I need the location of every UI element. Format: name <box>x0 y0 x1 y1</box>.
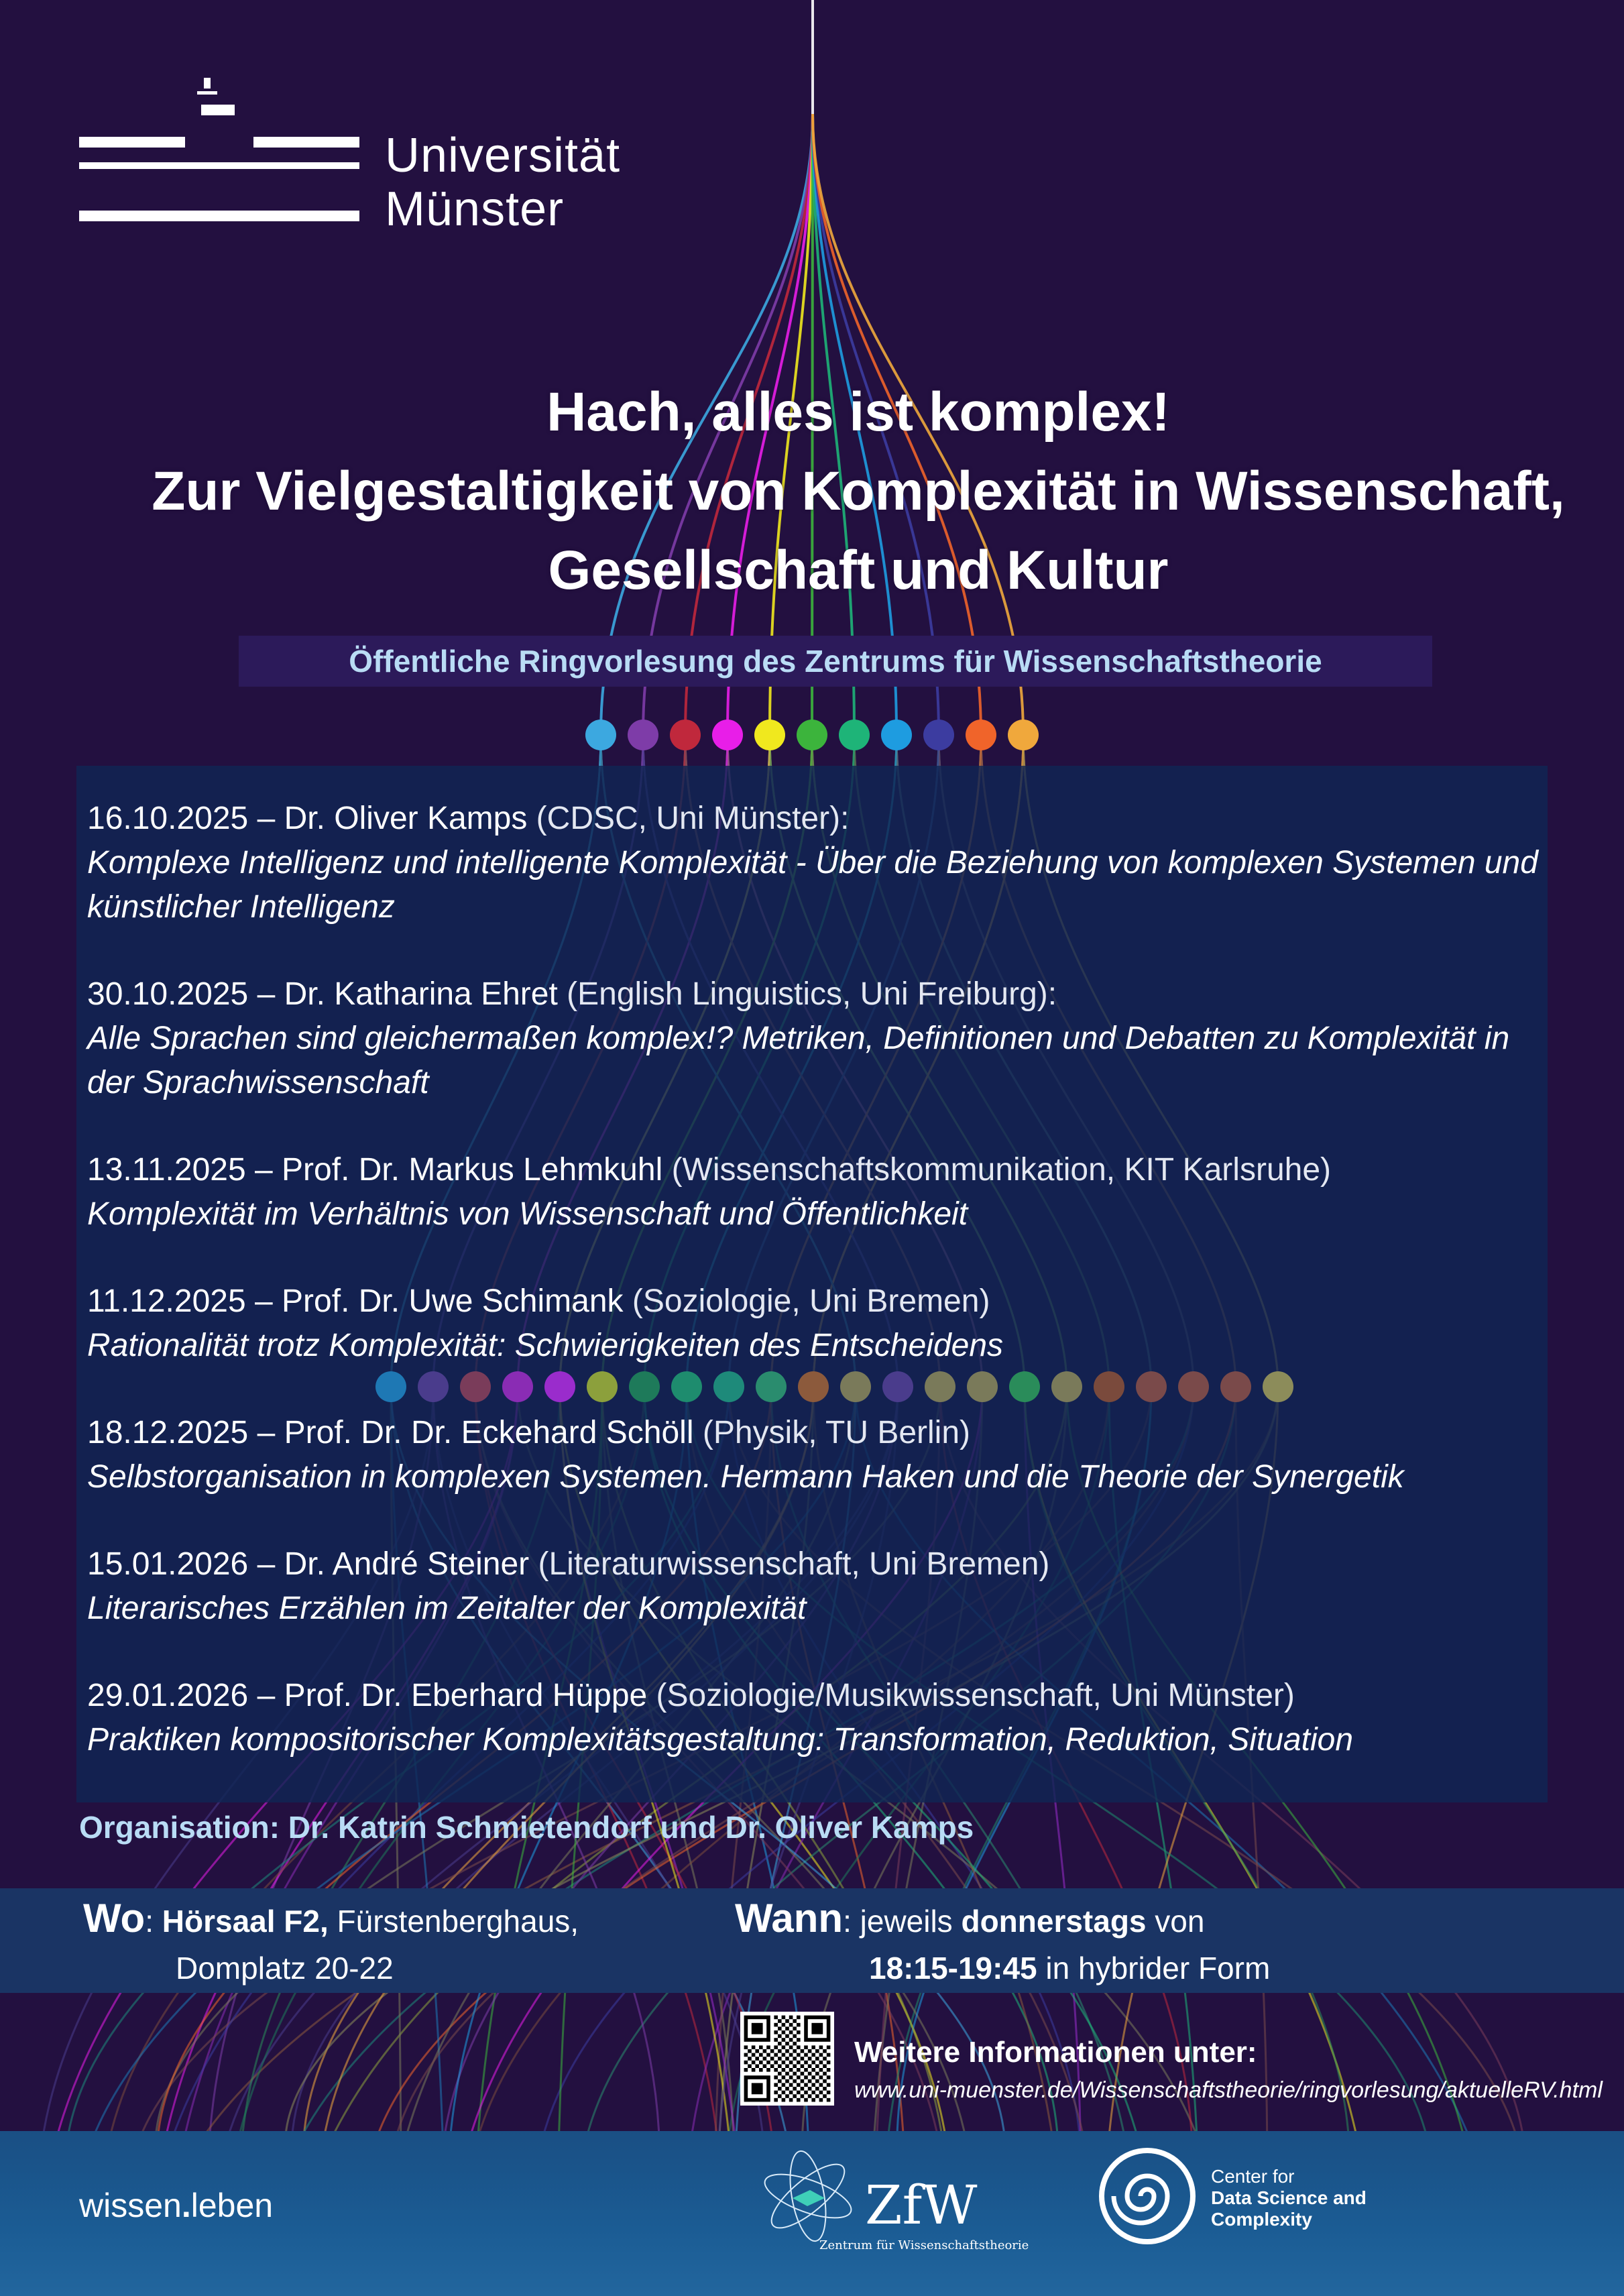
time-label: Wann <box>735 1896 844 1941</box>
lecture-item <box>87 972 1542 1105</box>
university-logo <box>79 75 642 236</box>
connector-dot <box>881 720 912 750</box>
title-line-2: Zur Vielgestaltigkeit von Komplexität in Wissenschaft, <box>152 461 1565 522</box>
lecture-list <box>87 797 1542 1805</box>
lecture-title: Praktiken kompositorischer Komplexitätsgestaltung: Transformation, Reduktion, Situation <box>87 1722 1354 1758</box>
lecture-affiliation: (Wissenschaftskommunikation, KIT Karlsruhe) <box>662 1152 1332 1188</box>
time-colon: : <box>843 1904 852 1939</box>
lecture-date-speaker: 29.01.2026 – Prof. Dr. Eberhard Hüppe <box>87 1678 648 1713</box>
lecture-title: Komplexität im Verhältnis von Wissenschaft und Öffentlichkeit <box>87 1196 968 1232</box>
time-range: 18:15-19:45 <box>869 1951 1037 1986</box>
title-line-1: Hach, alles ist komplex! <box>546 382 1170 443</box>
lecture-date-speaker: 15.01.2026 – Dr. André Steiner <box>87 1546 530 1582</box>
cdsc-line3: Complexity <box>1211 2209 1312 2230</box>
slogan-part-b: leben <box>190 2187 274 2224</box>
cdsc-line2: Data Science and <box>1211 2187 1367 2208</box>
more-info-link[interactable]: www.uni-muenster.de/Wissenschaftstheorie/ringvorlesung/aktuelleRV.html <box>854 2077 1603 2103</box>
location-info <box>83 1895 579 1992</box>
lecture-date-speaker: 18.12.2025 – Prof. Dr. Dr. Eckehard Schöll <box>87 1415 694 1450</box>
spiral-icon <box>1097 2146 1198 2246</box>
subtitle-text: Öffentliche Ringvorlesung des Zentrums für Wissenschaftstheorie <box>349 644 1322 679</box>
connector-dot <box>1008 720 1039 750</box>
location-colon: : <box>145 1904 154 1939</box>
university-name <box>385 129 620 236</box>
lecture-title: Rationalität trotz Komplexität: Schwierigkeiten des Entscheidens <box>87 1328 1004 1363</box>
location-address: Domplatz 20-22 <box>176 1951 394 1986</box>
lecture-date-speaker: 30.10.2025 – Dr. Katharina Ehret <box>87 976 558 1012</box>
time-post: von <box>1146 1904 1205 1939</box>
lecture-affiliation: (CDSC, Uni Münster): <box>527 801 850 836</box>
lecture-item <box>87 1411 1542 1499</box>
lecture-title-cont: der Sprachwissenschaft <box>87 1065 429 1100</box>
lecture-affiliation: (Soziologie/Musikwissenschaft, Uni Münster) <box>647 1678 1295 1713</box>
connector-dot <box>670 720 701 750</box>
more-info-label: Weitere Informationen unter: <box>854 2036 1257 2069</box>
university-name-line1: Universität <box>385 129 621 182</box>
lecture-title: Alle Sprachen sind gleichermaßen komplex!? Metriken, Definitionen und Debatten zu Komplexität in <box>87 1021 1510 1056</box>
lecture-affiliation: (Literaturwissenschaft, Uni Bremen) <box>529 1546 1050 1582</box>
lecture-date-speaker: 13.11.2025 – Prof. Dr. Markus Lehmkuhl <box>87 1152 663 1188</box>
location-building: Fürstenberghaus, <box>328 1904 579 1939</box>
zfw-subtitle: Zentrum für Wissenschaftstheorie <box>819 2238 1029 2252</box>
zfw-name: ZfW <box>865 2174 978 2236</box>
time-day: donnerstags <box>961 1904 1147 1939</box>
cdsc-name <box>1211 2166 1367 2230</box>
lecture-item <box>87 1148 1542 1237</box>
university-logo-mark-icon <box>79 75 361 223</box>
connector-dot <box>712 720 743 750</box>
subtitle-bar <box>239 636 1432 687</box>
time-mode: in hybrider Form <box>1037 1951 1271 1986</box>
lecture-title: Selbstorganisation in komplexen Systemen. Hermann Haken und die Theorie der Synergetik <box>87 1459 1404 1495</box>
slogan-part-a: wissen <box>79 2187 182 2224</box>
connector-dot <box>797 720 827 750</box>
location-room: Hörsaal F2, <box>162 1904 329 1939</box>
cdsc-line1: Center for <box>1211 2166 1295 2187</box>
lecture-item <box>87 1674 1542 1762</box>
lecture-affiliation: (English Linguistics, Uni Freiburg): <box>557 976 1057 1012</box>
lecture-date-speaker: 11.12.2025 – Prof. Dr. Uwe Schimank <box>87 1283 624 1319</box>
zfw-logo <box>758 2146 1029 2266</box>
university-name-line2: Münster <box>385 182 565 236</box>
lecture-item <box>87 1279 1542 1368</box>
lecture-title: Komplexe Intelligenz und intelligente Komplexität - Über die Beziehung von komplexen Systemen und <box>87 845 1538 880</box>
lecture-date-speaker: 16.10.2025 – Dr. Oliver Kamps <box>87 801 528 836</box>
time-info <box>735 1895 1270 1992</box>
lecture-title-cont: künstlicher Intelligenz <box>87 889 395 925</box>
connector-dot <box>628 720 658 750</box>
lecture-item <box>87 1542 1542 1631</box>
slogan-dot: . <box>181 2187 191 2224</box>
connector-dot <box>923 720 954 750</box>
slogan <box>79 2186 273 2225</box>
title-line-3: Gesellschaft und Kultur <box>548 540 1169 601</box>
connector-dot <box>966 720 996 750</box>
qr-code-icon[interactable] <box>740 2012 834 2106</box>
location-label: Wo <box>83 1896 146 1941</box>
lecture-title: Literarisches Erzählen im Zeitalter der Komplexität <box>87 1591 807 1626</box>
connector-dot <box>585 720 616 750</box>
lecture-affiliation: (Physik, TU Berlin) <box>693 1415 971 1450</box>
lecture-item <box>87 797 1542 929</box>
time-pre: jeweils <box>851 1904 962 1939</box>
lecture-affiliation: (Soziologie, Uni Bremen) <box>623 1283 990 1319</box>
poster-title <box>101 373 1616 610</box>
connector-dot <box>839 720 870 750</box>
atom-icon <box>758 2146 858 2246</box>
cdsc-logo <box>1097 2146 1432 2253</box>
connector-dot <box>754 720 785 750</box>
organisation-text: Organisation: Dr. Katrin Schmietendorf und Dr. Oliver Kamps <box>79 1810 974 1845</box>
